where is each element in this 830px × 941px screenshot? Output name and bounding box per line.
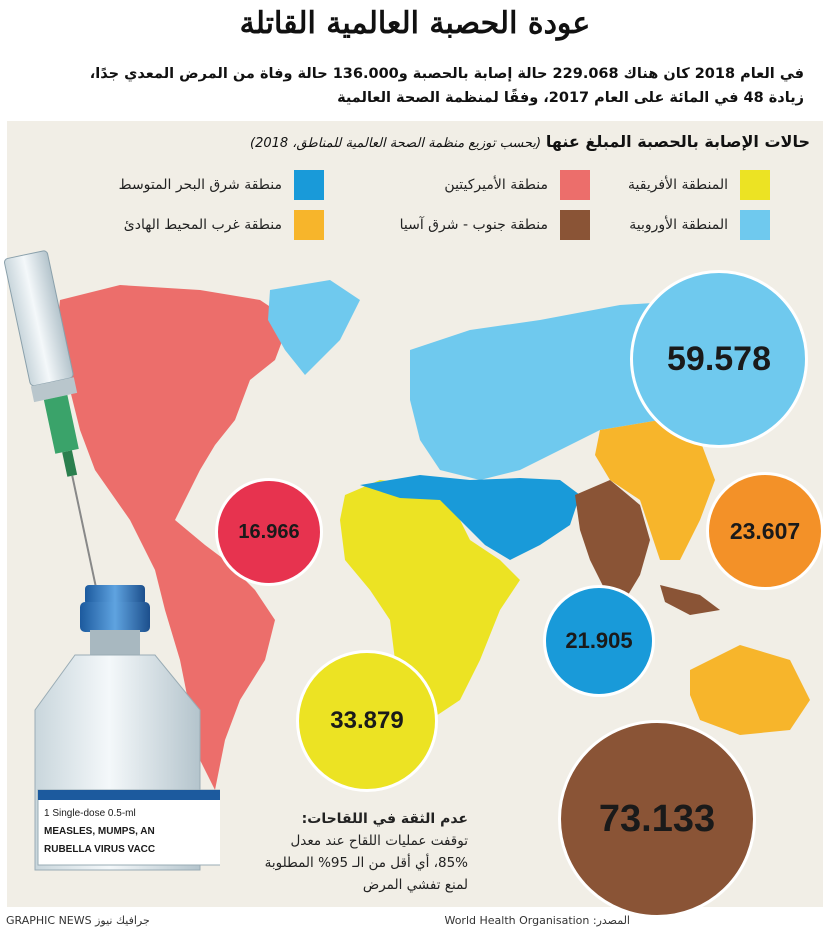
- vaccine-illustration: [0, 250, 220, 890]
- source-text: المصدر: World Health Organisation: [444, 914, 630, 927]
- map-region-australia: [690, 645, 810, 735]
- vial-label-line-3: RUBELLA VIRUS VACC: [44, 844, 156, 855]
- credit-text: GRAPHIC NEWS جرافيك نيوز: [6, 914, 150, 927]
- intro-line-2: زيادة 48 في المائة على العام 2017، وفقًا لمنظمة الصحة العالمية: [337, 90, 804, 106]
- bubble-americas-value: 16.966: [238, 520, 300, 543]
- page-title: عودة الحصبة العالمية القاتلة: [239, 6, 591, 41]
- intro-line-1: في العام 2018 كان هناك 229.068 حالة إصابة بالحصبة و136.000 حالة وفاة من المرض المعدي جدًا،: [89, 66, 804, 82]
- bubble-western-pacific-value: 23.607: [729, 517, 801, 544]
- bubble-south-east-asia: [558, 720, 756, 918]
- bubble-africa: [296, 650, 438, 792]
- bubble-eastern-med: [543, 585, 655, 697]
- bubble-americas: [215, 478, 323, 586]
- vial-label-line-1: 1 Single-dose 0.5-ml: [44, 808, 136, 819]
- bubble-europe: [630, 270, 808, 448]
- map-region-greenland: [268, 280, 360, 375]
- legend-label-africa: المنطقة الأفريقية: [628, 177, 728, 193]
- legend-label-western-pacific: منطقة غرب المحيط الهادئ: [123, 217, 282, 233]
- vaccine-note-line-3: لمنع تفشي المرض: [362, 877, 468, 893]
- vaccine-note-line-1: توقفت عمليات اللقاح عند معدل: [290, 833, 468, 849]
- vaccine-note-heading: عدم الثقة في اللقاحات:: [301, 811, 468, 827]
- vaccine-note: [238, 808, 468, 896]
- vaccine-note-line-2: 85%، أي أقل من الـ 95% المطلوبة: [264, 855, 468, 871]
- bubble-western-pacific: [706, 472, 824, 590]
- bubble-south-east-asia-value: 73.133: [598, 797, 716, 840]
- legend-heading: حالات الإصابة بالحصبة المبلغ عنها: [545, 132, 810, 151]
- legend-label-europe: المنطقة الأوروبية: [629, 217, 728, 233]
- bubble-eastern-med-value: 21.905: [565, 628, 633, 653]
- legend-label-eastern-med: منطقة شرق البحر المتوسط: [118, 177, 282, 193]
- legend-label-sea: منطقة جنوب - شرق آسيا: [399, 217, 548, 233]
- vial-label-line-2: MEASLES, MUMPS, AN: [44, 826, 155, 837]
- map-region-sea-islands: [660, 585, 720, 615]
- bubble-africa-value: 33.879: [330, 707, 404, 734]
- syringe-icon: [4, 250, 126, 631]
- legend-subtitle: (بحسب توزيع منظمة الصحة العالمية للمناطق، 2018): [250, 136, 542, 151]
- bubble-europe-value: 59.578: [667, 339, 771, 378]
- legend-label-americas: منطقة الأميركيتين: [444, 177, 548, 193]
